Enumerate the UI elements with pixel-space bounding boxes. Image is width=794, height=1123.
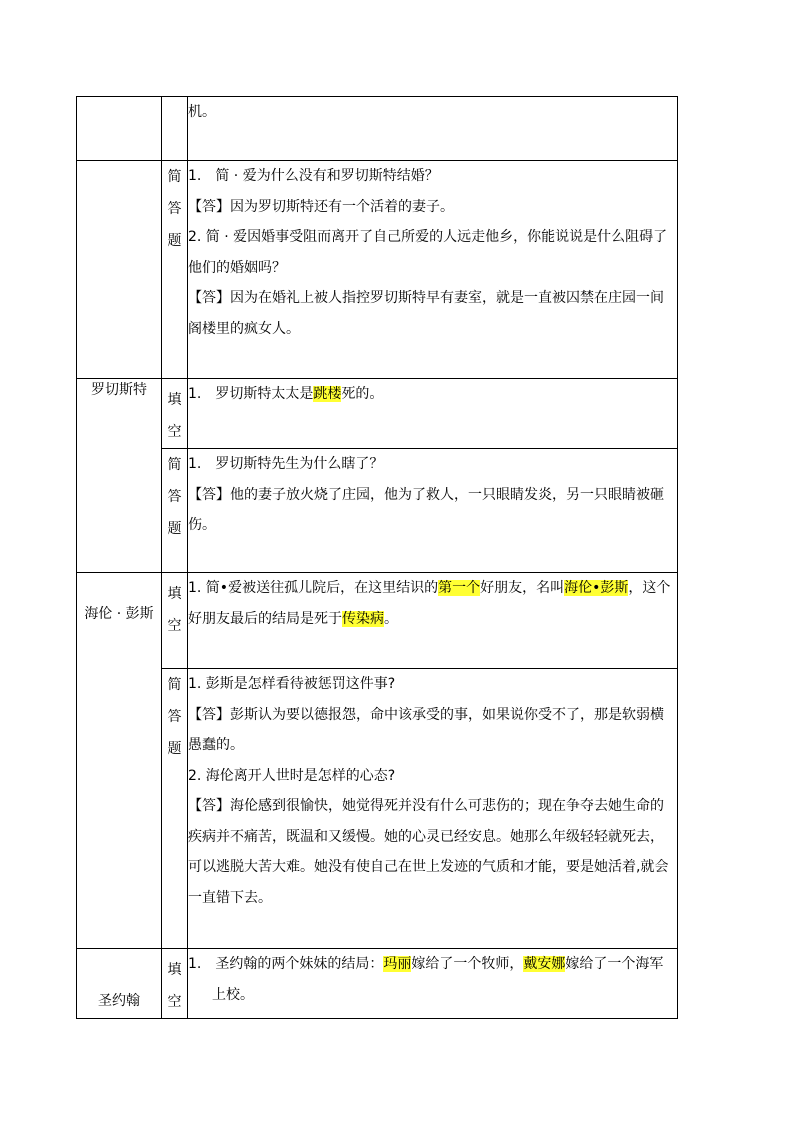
type-char: 简 xyxy=(167,677,182,693)
text-segment: 。 xyxy=(384,610,398,627)
character-name: 罗切斯特 xyxy=(77,379,162,573)
highlighted-answer: 第一个 xyxy=(438,580,481,596)
type-char: 答 xyxy=(167,709,182,725)
table-row xyxy=(77,669,678,949)
text-segment: 嫁给了一个牧师， xyxy=(411,956,524,972)
text-continuation: 上校。 xyxy=(212,986,254,1003)
answer-text: 【答】因为罗切斯特还有一个活着的妻子。 xyxy=(188,198,454,215)
highlighted-answer: 戴安娜 xyxy=(523,956,566,972)
question-type-cell xyxy=(162,573,188,669)
text-segment: 1. 圣约翰的两个妹妹的结局： xyxy=(188,956,384,972)
type-char: 简 xyxy=(167,169,182,185)
continuation-text: 机。 xyxy=(188,104,216,120)
question-text: 2. 简 · 爱因婚事受阻而离开了自己所爱的人远走他乡，你能说说是什么阻碍了他们的婚姻吗？ xyxy=(188,229,668,276)
answer-text: 【答】因为在婚礼上被人指控罗切斯特早有妻室，就是一直被囚禁在庄园一间阁楼里的疯女人。 xyxy=(188,290,664,337)
type-char: 填 xyxy=(167,392,182,408)
answer-cell xyxy=(188,573,678,669)
type-char: 空 xyxy=(167,994,182,1010)
question-text: 1. 罗切斯特先生为什么瞎了？ xyxy=(188,456,384,472)
answer-text: 【答】彭斯认为要以德报怨，命中该承受的事，如果说你受不了，那是软弱横愚蠢的。 xyxy=(188,706,664,753)
type-char: 题 xyxy=(167,521,182,537)
answer-cell xyxy=(188,379,678,449)
fill-blank-text xyxy=(188,379,677,410)
question-type-cell xyxy=(162,449,188,573)
text-segment: 嫁给了一个海军 xyxy=(565,956,664,972)
question-text: 1. 彭斯是怎样看待被惩罚这件事? xyxy=(188,676,396,692)
type-char: 空 xyxy=(167,424,182,440)
name-cell-empty xyxy=(77,161,162,379)
answer-cell xyxy=(188,449,678,573)
answer-text: 【答】海伦感到很愉快，她觉得死并没有什么可悲伤的；现在争夺去她生命的疾病并不痛苦，既温和又缓慢。她的心灵已经安息。她那么年级轻轻就死去，可以逃脱大苦大难。她没有使自己在世上发迹的气质和才能，要是她活着,就会一直错下去。 xyxy=(188,798,669,906)
table-row xyxy=(77,97,678,161)
answer-text: 【答】他的妻子放火烧了庄园，他为了救人，一只眼睛发炎，另一只眼睛被砸伤。 xyxy=(188,486,664,533)
table-row xyxy=(77,161,678,379)
table-row xyxy=(77,573,678,669)
table-row xyxy=(77,449,678,573)
highlighted-answer: 海伦•彭斯 xyxy=(564,580,629,596)
fill-blank-text xyxy=(188,573,677,634)
question-type-cell xyxy=(162,161,188,379)
type-char: 题 xyxy=(167,233,182,249)
question-text: 2. 海伦离开人世时是怎样的心态? xyxy=(188,767,396,784)
answer-cell xyxy=(188,97,678,161)
type-char: 答 xyxy=(167,489,182,505)
type-char: 填 xyxy=(167,586,182,602)
text-segment: 死的。 xyxy=(341,386,384,402)
question-type-cell xyxy=(162,379,188,449)
answer-cell xyxy=(188,161,678,379)
type-char: 空 xyxy=(167,618,182,634)
highlighted-answer: 玛丽 xyxy=(383,956,412,972)
character-name: 圣约翰 xyxy=(77,949,162,1019)
type-char: 答 xyxy=(167,201,182,217)
answer-cell xyxy=(188,669,678,949)
type-char: 简 xyxy=(167,457,182,473)
name-cell-empty xyxy=(77,97,162,161)
question-type-cell xyxy=(162,949,188,1019)
type-char: 题 xyxy=(167,741,182,757)
text-segment: 好朋友，名叫 xyxy=(480,580,565,596)
question-type-cell xyxy=(162,669,188,949)
table-row xyxy=(77,379,678,449)
type-char: 填 xyxy=(167,962,182,978)
text-segment: 1. 简•爱被送往孤儿院后，在这里结识的 xyxy=(188,580,439,596)
character-name: 海伦 · 彭斯 xyxy=(77,573,162,949)
type-cell-empty xyxy=(162,97,188,161)
answer-cell xyxy=(188,949,678,1019)
table-row xyxy=(77,949,678,1019)
highlighted-answer: 跳楼 xyxy=(313,386,342,402)
highlighted-answer: 传染病 xyxy=(342,610,384,627)
text-segment: ，这个好朋友最后的结局是死于 xyxy=(188,580,671,627)
question-text: 1. 简 · 爱为什么没有和罗切斯特结婚？ xyxy=(188,168,439,184)
text-segment: 1. 罗切斯特太太是 xyxy=(188,386,314,402)
character-table xyxy=(76,96,678,1019)
fill-blank-text xyxy=(188,949,677,980)
